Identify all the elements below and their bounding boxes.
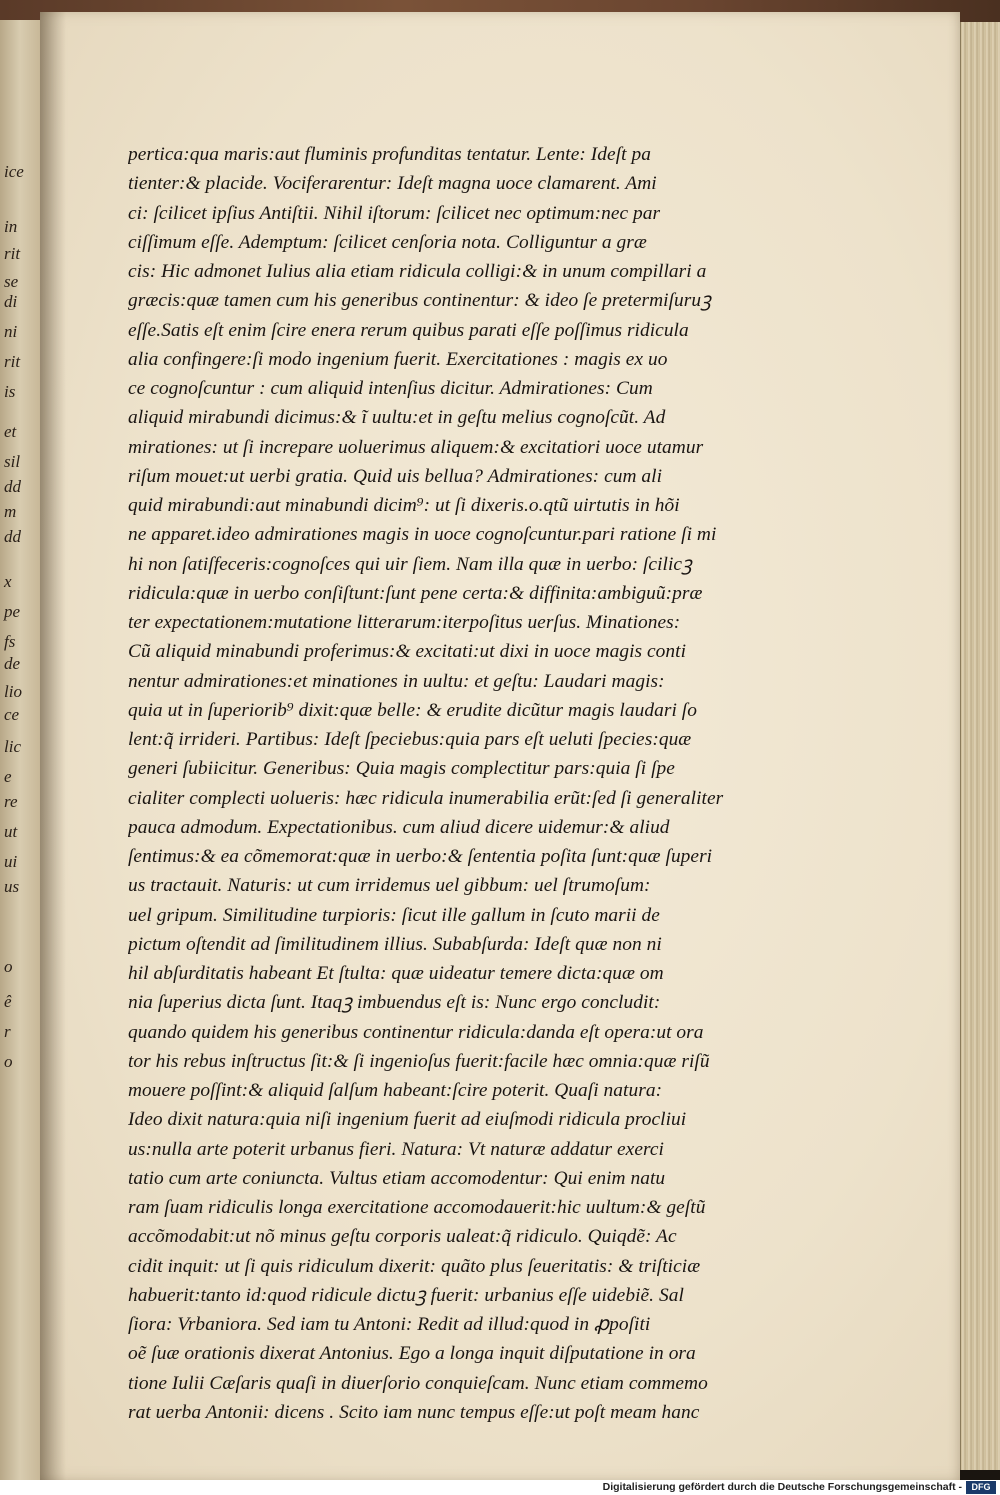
text-line: hil abſurditatis habeant Et ſtulta: quæ uideatur temere dicta:quæ om (128, 963, 664, 984)
facing-page-fragment: ce (4, 705, 20, 724)
text-line: tatio cum arte coniuncta. Vultus etiam accomodentur: Qui enim natu (128, 1167, 666, 1189)
text-line: riſum mouet:ut uerbi gratia. Quid uis bellua? Admirationes: cum ali (128, 465, 663, 487)
facing-page-fragment: lic (4, 737, 21, 756)
text-line: ſiora: Vrbaniora. Sed iam tu Antoni: Redit ad illud:quod in ꝓpoſiti (128, 1314, 651, 1335)
text-line: tienter:& placide. Vociferarentur: Ideſt magna uoce clamarent. Ami (128, 173, 657, 195)
text-line: ce cognoſcuntur : cum aliquid intenſius dicitur. Admirationes: Cum (128, 378, 653, 399)
facing-page-fragment: dd (4, 527, 21, 546)
text-line: quid mirabundi:aut minabundi dicim⁹: ut ſi dixeris.o.qtũ uirtutis in hõi (128, 495, 680, 516)
facing-page-fragment: ut (4, 822, 18, 841)
text-line: quia ut in ſuperiorib⁹ dixit:quæ belle: & erudite dicũtur magis laudari ſo (128, 699, 697, 721)
facing-page-fragment: us (4, 877, 20, 896)
text-line: tor his rebus inſtructus ſit:& ſi ingenioſus fuerit:facile hæc omnia:quæ riſũ (128, 1050, 710, 1072)
text-line: hi non ſatiſfeceris:cognoſces qui uir ſiem. Nam illa quæ in uerbo: ſcilicꝫ (128, 553, 693, 575)
text-line: mouere poſſint:& aliquid ſalſum habeant:ſcire poterit. Quaſi natura: (128, 1080, 663, 1101)
facing-page-fragment: et (4, 422, 17, 441)
text-line: nia ſuperius dicta ſunt. Itaqꝫ imbuendus eſt is: Nunc ergo concludit: (128, 992, 661, 1014)
text-line: uel gripum. Similitudine turpioris: ſicut ille gallum in ſcuto marii de (128, 904, 660, 926)
facing-page-fragment: di (4, 292, 18, 311)
facing-page-edge (0, 20, 42, 1480)
facing-page-fragment: ice (4, 162, 24, 181)
page-edges-stack (960, 22, 1000, 1470)
text-line: eſſe.Satis eſt enim ſcire enera rerum quibus parati eſſe poſſimus ridicula (128, 319, 689, 341)
text-line: ridicula:quæ in uerbo conſiſtunt:ſunt pene certa:& diffinita:ambiguũ:præ (128, 582, 703, 604)
page-text (128, 140, 768, 1427)
facing-page-fragment: pe (4, 602, 21, 621)
facing-page-fragment: o (4, 1052, 13, 1071)
text-line: Ideo dixit natura:quia niſi ingenium fuerit ad eiuſmodi ridicula procliui (128, 1109, 687, 1131)
text-line: cialiter complecti uolueris: hæc ridicula inumerabilia erũt:ſed ſi generaliter (128, 787, 724, 809)
dfg-logo-icon: DFG (966, 1481, 996, 1494)
facing-page-fragment: rit (4, 352, 21, 371)
facing-page-fragment: m (4, 502, 17, 521)
text-line: pauca admodum. Expectationibus. cum aliud dicere uidemur:& aliud (128, 816, 670, 838)
text-line: ter expectationem:mutatione litterarum:iterpoſitus uerſus. Minationes: (128, 612, 681, 633)
text-line: tione Iulii Cæſaris quaſi in diuerſorio conquieſcam. Nunc etiam commemo (128, 1372, 708, 1394)
facing-page-fragment: x (4, 572, 12, 591)
text-line: pictum oſtendit ad ſimilitudinem illius. Subabſurda: Ideſt quæ non ni (128, 933, 662, 955)
text-line: mirationes: ut ſi increpare uoluerimus aliquem:& excitatiori uoce utamur (128, 436, 704, 458)
facing-page-fragment: in (4, 217, 18, 236)
text-line: rat uerba Antonii: dicens . Scito iam nunc tempus eſſe:ut poſt meam hanc (128, 1401, 700, 1423)
text-line: ram ſuam ridiculis longa exercitatione accomodauerit:hic uultum:& geſtũ (128, 1197, 706, 1218)
text-line: Cũ aliquid minabundi proferimus:& excitati:ut dixi in uoce magis conti (128, 641, 687, 663)
text-line: pertica:qua maris:aut fluminis profunditas tentatur. Lente: Ideſt pa (128, 144, 651, 165)
facing-page-fragment: ni (4, 322, 18, 341)
gutter-shadow (40, 12, 66, 1480)
facing-page-fragment: lio (4, 682, 22, 701)
facing-page-fragment: de (4, 654, 21, 673)
facing-page-fragment: re (4, 792, 18, 811)
text-line: aliquid mirabundi dicimus:& ĩ uultu:et in geſtu melius cognoſcũt. Ad (128, 407, 666, 429)
funding-credit: Digitalisierung gefördert durch die Deutsche Forschungsgemeinschaft - (602, 1481, 962, 1493)
facing-page-fragment: e (4, 767, 12, 786)
text-line: generi ſubiicitur. Generibus: Quia magis complectitur pars:quia ſi ſpe (128, 758, 675, 780)
text-line: us tractauit. Naturis: ut cum irridemus uel gibbum: uel ſtrumoſum: (128, 875, 651, 897)
text-line: ci: ſcilicet ipſius Antiſtii. Nihil iſtorum: ſcilicet nec optimum:nec par (128, 202, 661, 224)
text-line: cis: Hic admonet Iulius alia etiam ridicula colligi:& in unum compillari a (128, 261, 707, 282)
text-line: us:nulla arte poterit urbanus fieri. Natura: Vt naturæ addatur exerci (128, 1138, 664, 1160)
text-line: habuerit:tanto id:quod ridicule dictuꝫ fuerit: urbanius eſſe uidebiẽ. Sal (128, 1284, 684, 1306)
text-line: ciſſimum eſſe. Ademptum: ſcilicet cenſoria nota. Colliguntur a græ (128, 231, 647, 253)
facing-page-fragment: rit (4, 244, 21, 263)
facing-page-fragment: sil (4, 452, 21, 471)
text-line: nentur admirationes:et minationes in uultu: et geſtu: Laudari magis: (128, 670, 665, 692)
text-line: oẽ ſuæ orationis dixerat Antonius. Ego a longa inquit diſputatione in ora (128, 1343, 696, 1365)
facing-page-fragment: ê (4, 992, 12, 1011)
facing-page-fragment: r (4, 1022, 11, 1041)
facing-page-fragment: ui (4, 852, 18, 871)
facing-page-fragment: o (4, 957, 13, 976)
text-line: ſentimus:& ea cõmemorat:quæ in uerbo:& ſententia poſita ſunt:quæ ſuperi (128, 846, 713, 867)
text-line: ne apparet.ideo admirationes magis in uoce cognoſcuntur.pari ratione ſi mi (128, 524, 717, 546)
text-line: græcis:quæ tamen cum his generibus continentur: & ideo ſe pretermiſuruꝫ (128, 290, 712, 312)
facing-page-fragment: is (4, 382, 16, 401)
footer-credit-bar (0, 1480, 1000, 1495)
text-line: alia confingere:ſi modo ingenium fuerit. Exercitationes : magis ex uo (128, 348, 668, 370)
facing-page-fragment: dd (4, 477, 21, 496)
text-line: cidit inquit: ut ſi quis ridiculum dixerit: quãto plus ſeueritatis: & triſticiæ (128, 1255, 701, 1277)
facing-page-fragment: fs (4, 632, 16, 651)
text-line: lent:q̃ irrideri. Partibus: Ideſt ſpeciebus:quia pars eſt ueluti ſpecies:quæ (128, 729, 692, 750)
text-line: quando quidem his generibus continentur ridicula:danda eſt opera:ut ora (128, 1021, 704, 1043)
facing-page-fragment: se (4, 272, 19, 291)
text-line: accõmodabit:ut nõ minus geſtu corporis ualeat:q̃ ridiculo. Quiqdẽ: Ac (128, 1226, 677, 1248)
